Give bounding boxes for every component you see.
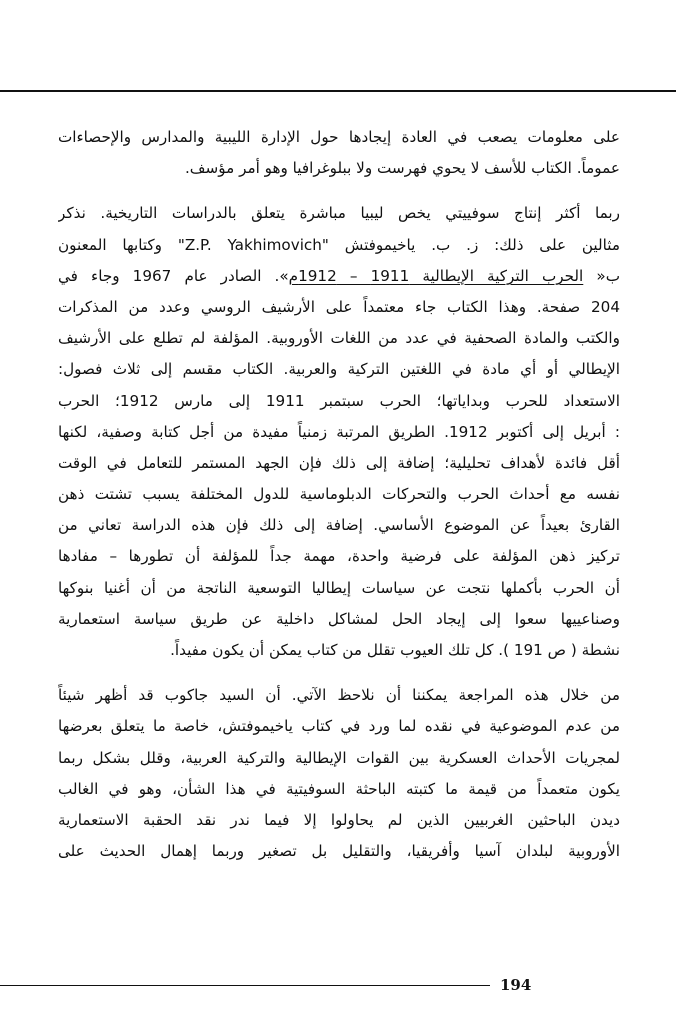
top-rule — [0, 90, 676, 92]
text-line: الاستعداد للحرب وبداياتها؛ الحرب سبتمبر 1911 إلى مارس 1912؛ الحرب — [58, 391, 620, 410]
text-line: من خلال هذه المراجعة يمكننا أن نلاحظ الآتي. أن السيد جاكوب قد أظهر شيئاً — [58, 686, 620, 705]
text-line: أقل فائدة لأهداف تحليلية؛ إضافة إلى ذلك فإن الجهد المستمر للتعامل في الوقت — [58, 453, 620, 472]
suffix-text: ». الصادر عام 1967 وجاء في — [58, 266, 289, 285]
paragraph-1 — [58, 122, 620, 184]
footer-rule — [0, 985, 490, 986]
text-line: من عدم الموضوعية في نقده لما ورد في كتاب ياخيموفتش، خاصة ما يتعلق بعرضها — [58, 717, 620, 736]
paragraph-2 — [58, 198, 620, 666]
text-line: يكون متعمداً من قيمة ما كتبته الباحثة السوفيتية في هذا الشأن، وهو في الغالب — [58, 779, 620, 798]
text-line: القارئ بعيداً عن الموضوع الأساسي. إضافة إلى ذلك فإن هذه الدراسة تعاني من — [58, 516, 620, 535]
text-line: نفسه مع أحداث الحرب والتحركات الدبلوماسية للدول المختلفة يسبب تشتت ذهن — [58, 485, 620, 504]
text-line: عموماً. الكتاب للأسف لا يحوي فهرست ولا ببلوغرافيا وهو أمر مؤسف. — [184, 159, 620, 178]
text-line: الإيطالي أو أي مادة في اللغتين التركية والعربية. الكتاب مقسم إلى ثلاث فصول: — [58, 360, 620, 379]
text-line-with-underlined-title — [58, 261, 620, 292]
text-line: والكتب والمادة الصحفية في عدد من اللغات الأوروبية. المؤلفة لم تطلع على الأرشيف — [58, 329, 620, 348]
text-line: تركيز ذهن المؤلفة على فرضية واحدة، مهمة جداً للمؤلفة أن تطورها – مفادها — [58, 547, 620, 566]
text-line: ديدن الباحثين الغربيين الذين لم يحاولوا إلا فيما ندر نقد الحقبة الاستعمارية — [58, 810, 620, 829]
page-footer — [0, 975, 676, 999]
text-line: مثالين على ذلك: ز. ب. ياخيموفتش "Z.P. Yakhimovich" وكتابها المعنون — [58, 235, 620, 254]
text-line: أن الحرب بأكملها نتجت عن سياسات إيطاليا التوسعية الناتجة من أن أغنيا بنوكها — [58, 578, 620, 597]
text-line: لمجريات الأحداث العسكرية بين القوات الإيطالية والتركية العربية، وقلل بشكل ربما — [58, 748, 620, 767]
underlined-book-title: الحرب التركية الإيطالية 1911 – 1912م — [288, 266, 584, 285]
text-line: وصناعييها سعوا إلى إيجاد الحل لمشاكل داخلية عن طريق سياسة استعمارية — [58, 609, 620, 628]
text-line: على معلومات يصعب في العادة إيجادها حول الإدارة الليبية والمدارس والإحصاءات — [58, 128, 620, 146]
text-line: ربما أكثر إنتاج سوفييتي يخص ليبيا مباشرة يتعلق بالدراسات التاريخية. نذكر — [58, 204, 620, 223]
text-line: الأوروبية لبلدان آسيا وأفريقيا، والتقليل بل تصغير وربما إهمال الحديث على — [58, 842, 620, 861]
page-number: 194 — [500, 976, 532, 994]
paragraph-3 — [58, 680, 620, 867]
prefix-text: ب« — [583, 266, 620, 285]
text-line: نشطة ( ص 191 ). كل تلك العيوب تقلل من كتاب يمكن أن يكون مفيداً. — [170, 641, 620, 659]
body-text — [58, 122, 620, 867]
text-line: : أبريل إلى أكتوبر 1912. الطريق المرتبة زمنياً مفيدة من أجل كتابة وصفية، لكنها — [58, 422, 620, 441]
text-line: 204 صفحة. وهذا الكتاب جاء معتمداً على الأرشيف الروسي وعدد من المذكرات — [58, 297, 620, 316]
